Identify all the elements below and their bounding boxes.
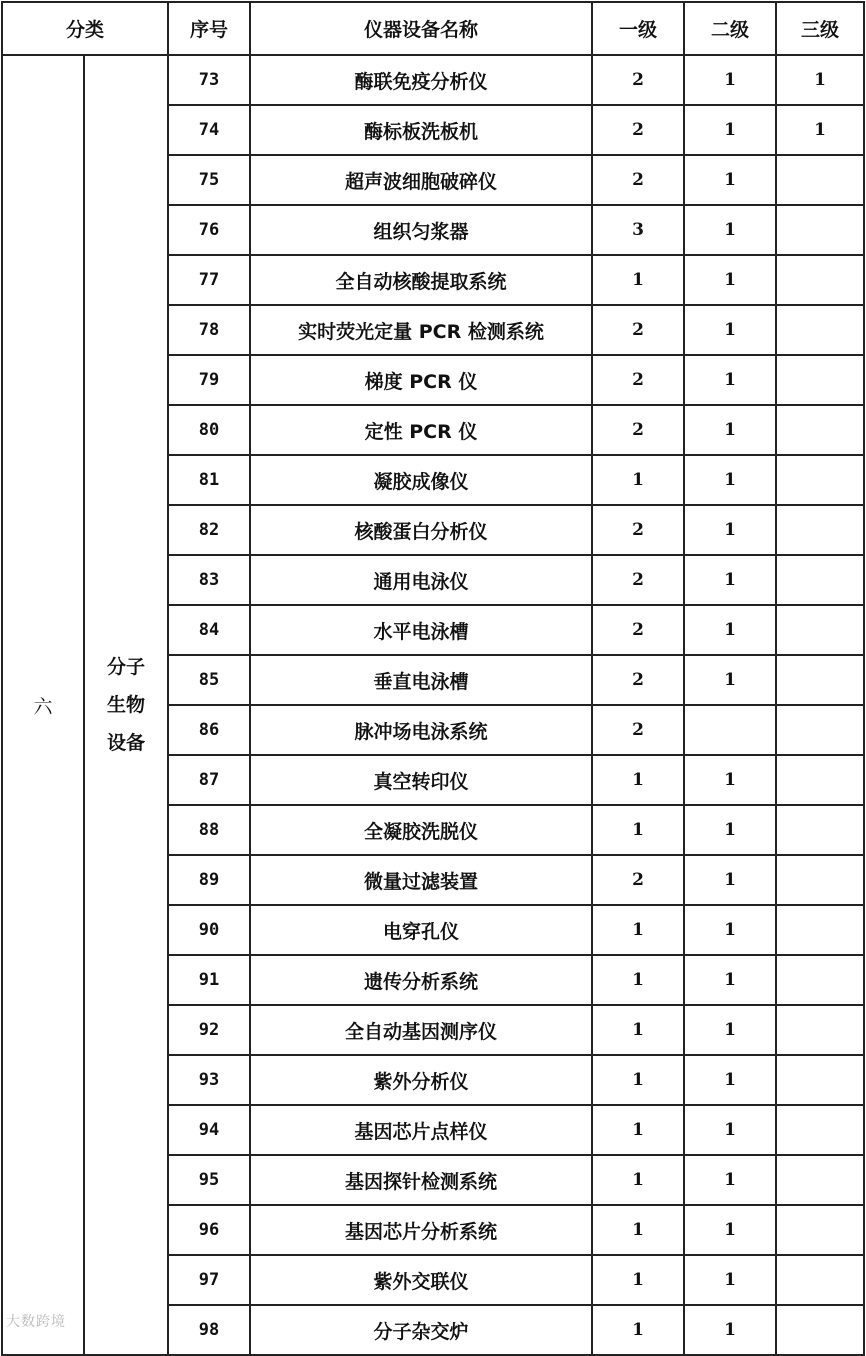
row-level3 — [776, 1005, 864, 1055]
row-seq: 74 — [168, 105, 250, 155]
row-name: 通用电泳仪 — [250, 555, 592, 605]
row-name: 紫外分析仪 — [250, 1055, 592, 1105]
row-seq: 80 — [168, 405, 250, 455]
row-level3 — [776, 1055, 864, 1105]
row-name: 超声波细胞破碎仪 — [250, 155, 592, 205]
row-level2: 1 — [684, 955, 776, 1005]
header-name: 仪器设备名称 — [250, 2, 592, 55]
category-sub-line: 设备 — [107, 732, 146, 754]
row-seq: 83 — [168, 555, 250, 605]
row-level3 — [776, 555, 864, 605]
row-name: 凝胶成像仪 — [250, 455, 592, 505]
category-sub-line: 分子 — [107, 656, 146, 678]
row-level3 — [776, 1305, 864, 1355]
row-level3 — [776, 755, 864, 805]
row-level2: 1 — [684, 355, 776, 405]
row-level3 — [776, 1255, 864, 1305]
row-level1: 2 — [592, 505, 684, 555]
category-sub — [84, 55, 168, 1355]
row-level1: 2 — [592, 705, 684, 755]
row-level3 — [776, 155, 864, 205]
row-seq: 79 — [168, 355, 250, 405]
row-seq: 90 — [168, 905, 250, 955]
row-name: 真空转印仪 — [250, 755, 592, 805]
row-level3 — [776, 655, 864, 705]
row-level2: 1 — [684, 205, 776, 255]
row-level2: 1 — [684, 405, 776, 455]
row-name: 酶标板洗板机 — [250, 105, 592, 155]
header-level3: 三级 — [776, 2, 864, 55]
row-name: 垂直电泳槽 — [250, 655, 592, 705]
row-name: 电穿孔仪 — [250, 905, 592, 955]
row-level2: 1 — [684, 455, 776, 505]
row-name: 基因芯片点样仪 — [250, 1105, 592, 1155]
row-name: 全凝胶洗脱仪 — [250, 805, 592, 855]
row-level1: 2 — [592, 155, 684, 205]
row-name: 定性 PCR 仪 — [250, 405, 592, 455]
row-level1: 1 — [592, 1055, 684, 1105]
row-level1: 1 — [592, 1305, 684, 1355]
row-level2: 1 — [684, 55, 776, 105]
row-level3 — [776, 455, 864, 505]
row-seq: 89 — [168, 855, 250, 905]
row-level2: 1 — [684, 905, 776, 955]
row-level3 — [776, 955, 864, 1005]
row-seq: 93 — [168, 1055, 250, 1105]
row-level2: 1 — [684, 155, 776, 205]
row-level2: 1 — [684, 1155, 776, 1205]
header-category: 分类 — [2, 2, 168, 55]
row-level1: 1 — [592, 1105, 684, 1155]
row-name: 酶联免疫分析仪 — [250, 55, 592, 105]
row-level3 — [776, 1105, 864, 1155]
row-level3 — [776, 205, 864, 255]
row-level1: 1 — [592, 805, 684, 855]
row-seq: 98 — [168, 1305, 250, 1355]
row-seq: 92 — [168, 1005, 250, 1055]
row-name: 基因探针检测系统 — [250, 1155, 592, 1205]
row-name: 组织匀浆器 — [250, 205, 592, 255]
row-level2: 1 — [684, 105, 776, 155]
row-level1: 1 — [592, 1205, 684, 1255]
row-seq: 76 — [168, 205, 250, 255]
row-seq: 91 — [168, 955, 250, 1005]
row-name: 基因芯片分析系统 — [250, 1205, 592, 1255]
table-row — [2, 55, 864, 105]
row-seq: 88 — [168, 805, 250, 855]
row-level1: 2 — [592, 305, 684, 355]
header-row — [2, 2, 864, 55]
row-level3 — [776, 505, 864, 555]
row-level1: 2 — [592, 555, 684, 605]
row-level1: 2 — [592, 55, 684, 105]
row-level1: 2 — [592, 105, 684, 155]
row-level2: 1 — [684, 1005, 776, 1055]
row-seq: 95 — [168, 1155, 250, 1205]
row-level1: 1 — [592, 1155, 684, 1205]
row-seq: 82 — [168, 505, 250, 555]
row-level1: 1 — [592, 1005, 684, 1055]
row-level1: 1 — [592, 755, 684, 805]
row-name: 梯度 PCR 仪 — [250, 355, 592, 405]
row-level2 — [684, 705, 776, 755]
row-level3 — [776, 805, 864, 855]
row-level2: 1 — [684, 655, 776, 705]
row-level2: 1 — [684, 255, 776, 305]
header-level1: 一级 — [592, 2, 684, 55]
row-level3 — [776, 1205, 864, 1255]
row-level3 — [776, 905, 864, 955]
header-level2: 二级 — [684, 2, 776, 55]
row-level1: 2 — [592, 405, 684, 455]
category-main: 六 — [2, 55, 84, 1355]
row-seq: 86 — [168, 705, 250, 755]
row-level2: 1 — [684, 555, 776, 605]
row-level3: 1 — [776, 55, 864, 105]
watermark: 大数跨境 — [6, 1314, 66, 1330]
row-seq: 85 — [168, 655, 250, 705]
row-level1: 2 — [592, 605, 684, 655]
row-seq: 78 — [168, 305, 250, 355]
row-seq: 73 — [168, 55, 250, 105]
row-seq: 94 — [168, 1105, 250, 1155]
row-level3: 1 — [776, 105, 864, 155]
row-level1: 2 — [592, 655, 684, 705]
row-level3 — [776, 305, 864, 355]
row-seq: 75 — [168, 155, 250, 205]
row-level2: 1 — [684, 755, 776, 805]
row-name: 脉冲场电泳系统 — [250, 705, 592, 755]
row-level1: 1 — [592, 905, 684, 955]
row-name: 微量过滤装置 — [250, 855, 592, 905]
row-level2: 1 — [684, 1305, 776, 1355]
row-level3 — [776, 1155, 864, 1205]
header-seq: 序号 — [168, 2, 250, 55]
table-body — [2, 55, 864, 1355]
row-level3 — [776, 605, 864, 655]
row-name: 水平电泳槽 — [250, 605, 592, 655]
row-level3 — [776, 405, 864, 455]
row-level2: 1 — [684, 1055, 776, 1105]
row-level1: 1 — [592, 955, 684, 1005]
row-level1: 2 — [592, 855, 684, 905]
row-level2: 1 — [684, 1205, 776, 1255]
row-level2: 1 — [684, 505, 776, 555]
row-name: 全自动基因测序仪 — [250, 1005, 592, 1055]
row-seq: 96 — [168, 1205, 250, 1255]
row-name: 紫外交联仪 — [250, 1255, 592, 1305]
category-sub-line: 生物 — [107, 694, 146, 716]
row-name: 核酸蛋白分析仪 — [250, 505, 592, 555]
row-level2: 1 — [684, 805, 776, 855]
row-name: 全自动核酸提取系统 — [250, 255, 592, 305]
row-level2: 1 — [684, 605, 776, 655]
row-name: 分子杂交炉 — [250, 1305, 592, 1355]
row-name: 遗传分析系统 — [250, 955, 592, 1005]
row-level3 — [776, 855, 864, 905]
row-level1: 3 — [592, 205, 684, 255]
row-level1: 1 — [592, 255, 684, 305]
row-name: 实时荧光定量 PCR 检测系统 — [250, 305, 592, 355]
row-seq: 77 — [168, 255, 250, 305]
row-level2: 1 — [684, 855, 776, 905]
equipment-table — [1, 1, 865, 1356]
row-level2: 1 — [684, 1105, 776, 1155]
row-level3 — [776, 705, 864, 755]
row-seq: 97 — [168, 1255, 250, 1305]
row-seq: 87 — [168, 755, 250, 805]
row-level3 — [776, 255, 864, 305]
row-seq: 81 — [168, 455, 250, 505]
row-level1: 2 — [592, 355, 684, 405]
row-level2: 1 — [684, 305, 776, 355]
row-seq: 84 — [168, 605, 250, 655]
row-level2: 1 — [684, 1255, 776, 1305]
row-level1: 1 — [592, 1255, 684, 1305]
row-level3 — [776, 355, 864, 405]
row-level1: 1 — [592, 455, 684, 505]
